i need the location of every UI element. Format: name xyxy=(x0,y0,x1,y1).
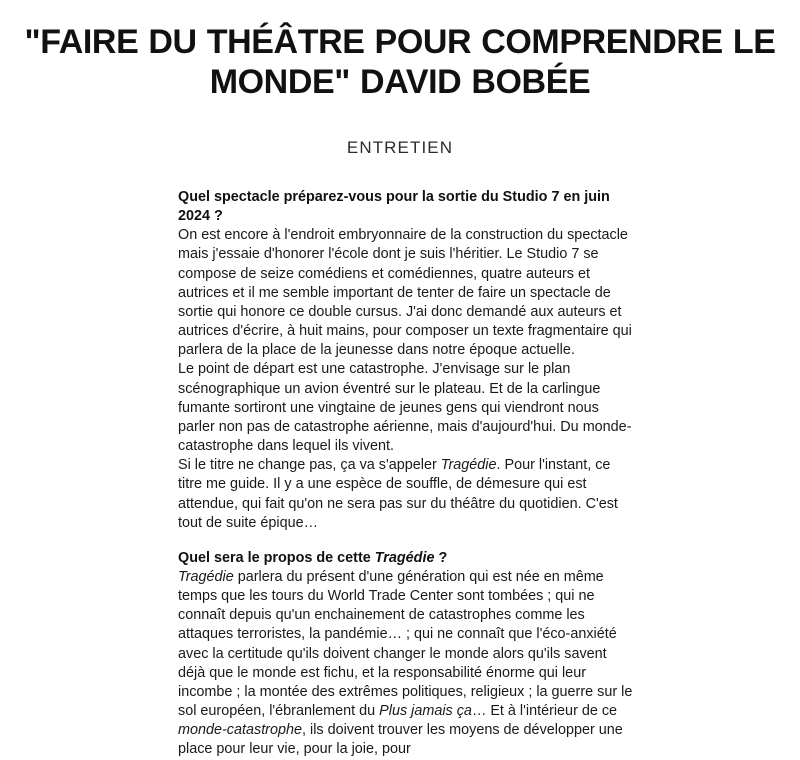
section-label-wrap xyxy=(0,138,800,158)
interview-answer-paragraph xyxy=(178,568,634,760)
emphasis-text: Tragédie xyxy=(374,549,435,566)
emphasis-text: monde-catastrophe xyxy=(178,722,302,739)
plain-text: On est encore à l'endroit embryonnaire de la construction du spectacle mais j'essaie d'honorer l'école dont je suis l'héritier. Le Studio 7 se compose de seize comédiens et comédiennes, quatre auteurs et autrices et il me semble important de tenter de faire un spectacle de sortie qui honore ce double cursus. J'ai donc demandé aux auteurs et autrices d'écrire, à huit mains, pour composer un texte fragmentaire qui parlera de la place de la jeunesse dans notre époque actuelle. xyxy=(178,227,632,359)
plain-text: ? xyxy=(434,549,448,566)
interview-answer-paragraph xyxy=(178,456,634,533)
plain-text: , ils doivent trouver les moyens de développer une place pour leur vie, pour la joie, pour xyxy=(178,722,623,758)
qa-block xyxy=(178,188,634,533)
page-title: "FAIRE DU THÉÂTRE POUR COMPRENDRE LE MONDE" DAVID BOBÉE xyxy=(24,23,776,102)
interview-body xyxy=(178,188,634,760)
qa-block xyxy=(178,549,634,760)
interview-answer-paragraph xyxy=(178,226,634,360)
plain-text: … Et à l'intérieur de ce xyxy=(471,703,618,720)
section-label: ENTRETIEN xyxy=(346,138,454,158)
interview-question xyxy=(178,188,634,226)
interview-answer-paragraph xyxy=(178,360,634,456)
emphasis-text: Tragédie xyxy=(178,568,234,585)
title-block xyxy=(0,0,800,102)
plain-text: Quel sera le propos de cette xyxy=(178,549,375,566)
emphasis-text: Tragédie xyxy=(440,457,497,474)
plain-text: . Pour l'instant, ce titre me guide. Il y a une espèce de souffle, de démesure qui est attendue, qui fait qu'on ne sera pas sur du théâtre du quotidien. C'est tout de suite épique… xyxy=(178,457,618,531)
plain-text: Quel spectacle préparez-vous pour la sortie du Studio 7 en juin 2024 ? xyxy=(178,189,610,225)
plain-text: Si le titre ne change pas, ça va s'appeler xyxy=(178,457,441,474)
plain-text: parlera du présent d'une génération qui est née en même temps que les tours du World Trade Center sont tombées ; qui ne connaît depuis qu'un enchainement de catastrophes comme les attaques terroristes, la pandémie… ; qui ne connaît que l'éco-anxiété avec la certitude qu'ils doivent changer le monde alors qu'ils savent déjà que le monde est fichu, et la responsabilité énorme qui leur incombe ; la montée des extrêmes politiques, religieux ; la guerre sur le sol européen, l'ébranlement du xyxy=(178,568,633,720)
emphasis-text: Plus jamais ça xyxy=(379,703,472,720)
interview-question xyxy=(178,549,634,568)
plain-text: Le point de départ est une catastrophe. J'envisage sur le plan scénographique un avion éventré sur le plateau. Et de la carlingue fumante sortiront une vingtaine de jeunes gens qui viendront nous parler non pas de catastrophe aérienne, mais d'aujourd'hui. Du monde-catastrophe dans lequel ils vivent. xyxy=(178,361,632,455)
